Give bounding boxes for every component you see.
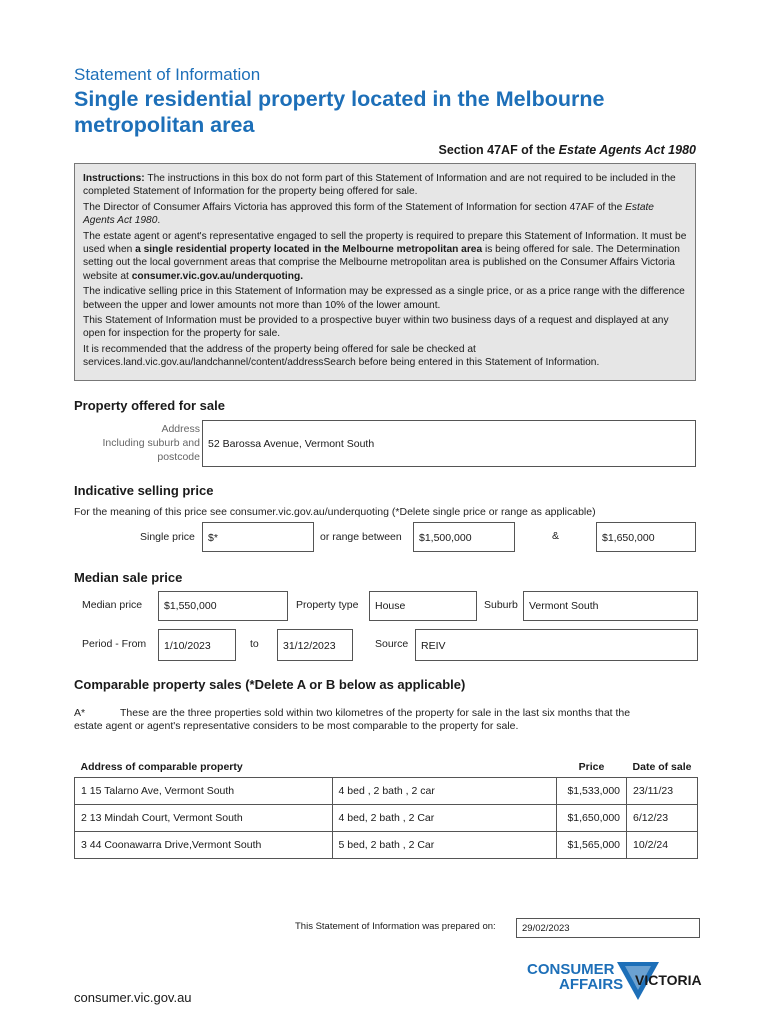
option-a-text: These are the three properties sold within two kilometres of the property for sale in the last six months that the [120,707,631,719]
section-reference: Section 47AF of the Estate Agents Act 1980 [438,143,696,157]
suburb-label: Suburb [484,599,518,611]
instructions-box: Instructions: The instructions in this box do not form part of this Statement of Information and are not required to be included in the completed Statement of Information for the property being offered for sale. The Director of Consumer Affairs Victoria has approved this form of the Statement of Information for section 47AF of the Estate Agents Act 1980. The estate agent or agent's representative engaged to sell the property is required to prepare this Statement of Information. It must be used when a single residential property located in the Melbourne metropolitan area is being offered for sale. The Determination setting out the local government areas that comprise the Melbourne metropolitan area is published on the Consumer Affairs Victoria website at consumer.vic.gov.au/underquoting. The indicative selling price in this Statement of Information may be expressed as a single price, or as a price range with the difference between the upper and lower amounts not more than 10% of the lower amount. This Statement of Information must be provided to a prospective buyer within two business days of a request and displayed at any open for inspection for the property for sale. It is recommended that the address of the property being offered for sale be checked at services.land.vic.gov.au/landchannel/content/addressSearch before being entered in this Statement of Information. [74,163,696,381]
page-title: Single residential property located in the Melbourne metropolitan area [74,87,605,137]
single-price-field[interactable]: $* [202,522,314,552]
property-type-label: Property type [296,599,359,611]
median-heading: Median sale price [74,570,183,585]
comparable-desc-cell[interactable]: 5 bed, 2 bath , 2 Car [332,832,557,859]
comparable-heading: Comparable property sales (*Delete A or B below as applicable) [74,677,466,692]
comparable-date-cell[interactable]: 10/2/24 [627,832,698,859]
period-to-label: to [250,638,259,650]
range-low-field[interactable]: $1,500,000 [413,522,515,552]
table-row [75,805,698,832]
comparable-table [74,757,698,859]
comparable-date-cell[interactable]: 23/11/23 [627,778,698,805]
prepared-on-label: This Statement of Information was prepared on: [295,921,496,932]
range-ampersand: & [552,530,560,542]
table-row [75,832,698,859]
address-label: Address Including suburb and postcode [102,423,200,463]
page-subtitle: Statement of Information [74,65,261,84]
address-field[interactable]: 52 Barossa Avenue, Vermont South [202,420,696,467]
median-price-label: Median price [82,599,143,611]
property-heading: Property offered for sale [74,398,225,413]
option-a-text-continued: estate agent or agent's representative considers to be most comparable to the property for sale. [74,720,519,732]
comparable-address-cell[interactable]: 3 44 Coonawarra Drive,Vermont South [75,832,333,859]
period-to-field[interactable]: 31/12/2023 [277,629,353,661]
comparable-address-cell[interactable]: 2 13 Mindah Court, Vermont South [75,805,333,832]
option-a-label: A* [74,707,86,719]
col-date: Date of sale [632,761,692,773]
footer-website: consumer.vic.gov.au [74,990,192,1005]
indicative-note: For the meaning of this price see consumer.vic.gov.au/underquoting (*Delete single price or range as applicable) [74,506,596,518]
single-price-label: Single price [140,531,195,543]
logo-line-affairs: AFFAIRS [559,976,624,993]
range-label: or range between [320,531,402,543]
source-label: Source [375,638,409,650]
col-address: Address of comparable property [80,761,243,773]
comparable-address-cell[interactable]: 1 15 Talarno Ave, Vermont South [75,778,333,805]
range-high-field[interactable]: $1,650,000 [596,522,696,552]
comparable-price-cell[interactable]: $1,565,000 [557,832,627,859]
col-price: Price [578,761,605,773]
consumer-affairs-victoria-logo [527,960,703,1006]
logo-line-victoria: VICTORIA [635,972,702,988]
period-from-label: Period - From [82,638,147,650]
comparable-price-cell[interactable]: $1,533,000 [557,778,627,805]
table-row [75,778,698,805]
comparable-price-cell[interactable]: $1,650,000 [557,805,627,832]
comparable-table-header [75,757,698,778]
period-from-field[interactable]: 1/10/2023 [158,629,236,661]
property-type-field[interactable]: House [369,591,477,621]
comparable-desc-cell[interactable]: 4 bed , 2 bath , 2 car [332,778,557,805]
comparable-desc-cell[interactable]: 4 bed, 2 bath , 2 Car [332,805,557,832]
suburb-field[interactable]: Vermont South [523,591,698,621]
source-field[interactable]: REIV [415,629,698,661]
median-price-field[interactable]: $1,550,000 [158,591,288,621]
indicative-heading: Indicative selling price [74,483,214,498]
prepared-date-field[interactable]: 29/02/2023 [516,918,700,938]
logo-line-consumer: CONSUMER [527,961,615,978]
comparable-date-cell[interactable]: 6/12/23 [627,805,698,832]
